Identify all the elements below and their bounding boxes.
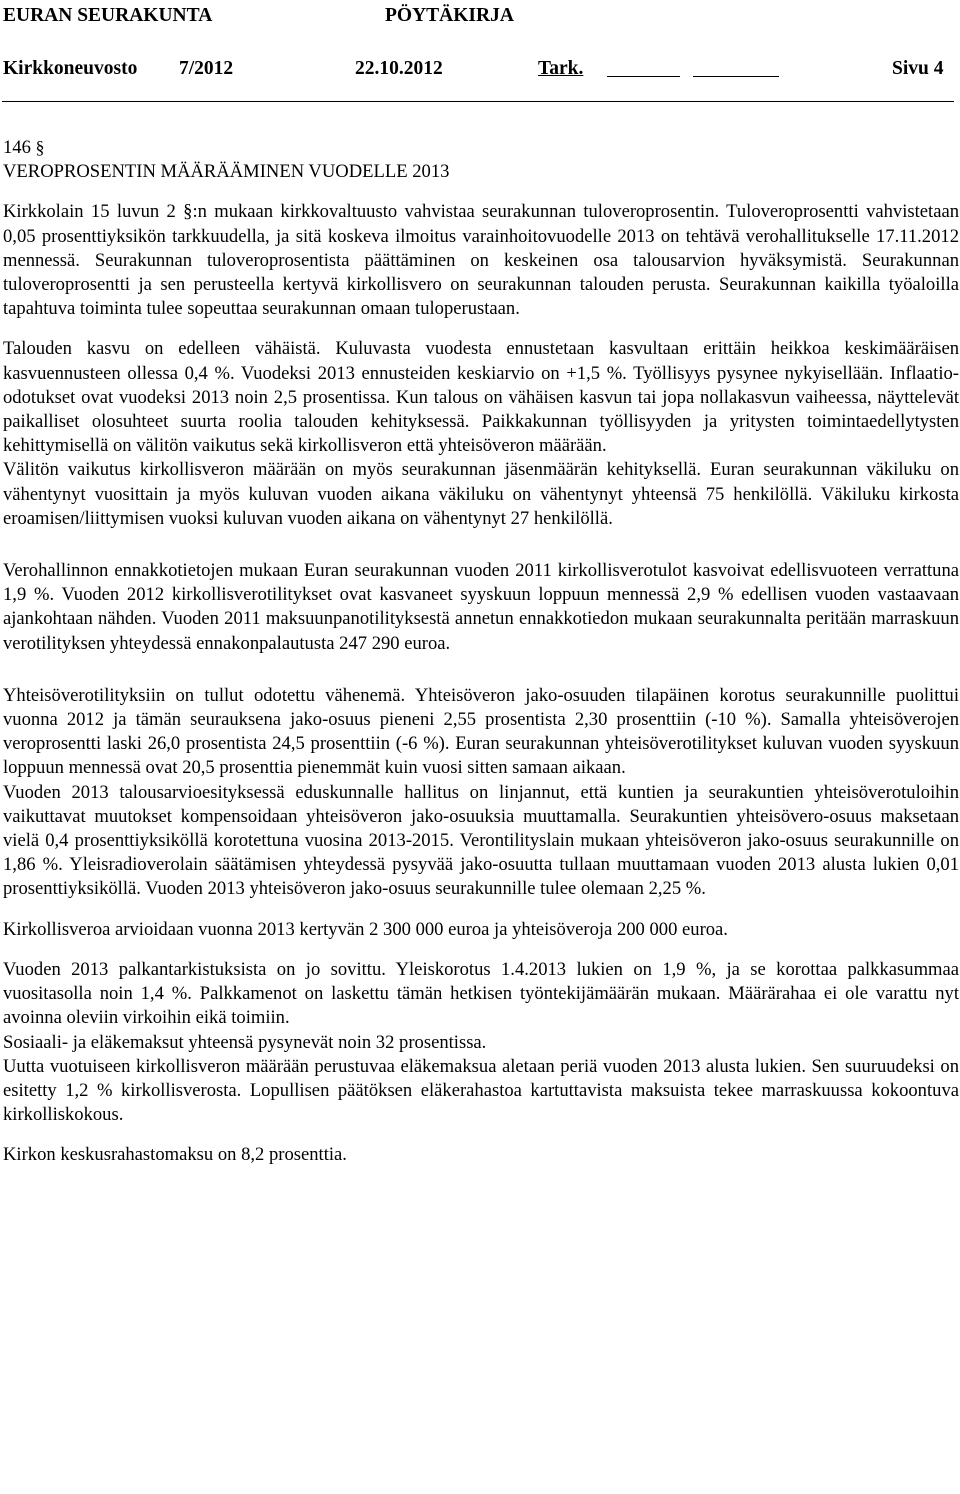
paragraph-legal-basis: Kirkkolain 15 luvun 2 §:n mukaan kirkkovaltuusto vahvistaa seurakunnan tuloveroprosentin. Tuloveroprosentti vahvistetaan 0,05 prosenttiyksikön tarkkuudella, ja sitä koskeva ilmoitus varainhoitovuodelle 2013 on tehtävä verohallitukselle 17.11.2012 mennessä. Seurakunnan tuloveroprosentista päättäminen on keskeinen osa talousarvion hyväksymistä. Seurakunnan tuloveroprosentti ja sen perusteella kertyvä kirkollisvero on seurakunnan talouden perusta. Seurakunnan kaikilla työaloilla tapahtuva toiminta tulee sopeuttaa seurakunnan omaan tuloperustaan. (3, 201, 959, 320)
checker-signature-line-1 (607, 76, 680, 77)
doc-type: PÖYTÄKIRJA (385, 5, 514, 26)
meeting-body: Kirkkoneuvosto (3, 58, 138, 79)
paragraph-social-fees: Sosiaali- ja eläkemaksut yhteensä pysynevät noin 32 prosentissa. (3, 1031, 487, 1053)
section-number: 146 (3, 137, 31, 158)
meeting-date: 22.10.2012 (355, 58, 443, 79)
paragraph-tax-accruals: Verohallinnon ennakkotietojen mukaan Euran seurakunnan vuoden 2011 kirkollisverotulot kasvoivat edellisvuoteen verrattuna 1,9 %. Vuoden 2012 kirkollisverotilitykset ovat kasvaneet syyskuun loppuun mennessä 2,9 % edellisen vuoden vastaavaan ajankohtaan nähden. Vuoden 2011 maksuunpanotilityksestä annetun ennakkotiedon mukaan seurakunnalta peritään marraskuun verotilityksen yhteydessä ennakonpalautusta 247 290 euroa. (3, 560, 959, 654)
checker-signature-line-2 (693, 76, 779, 77)
paragraph-corporate-tax: Yhteisöverotilityksiin on tullut odotettu vähenemä. Yhteisöveron jako-osuuden tilapäinen korotus seurakunnille puolittui vuonna 2012 ja tämän seurauksena jako-osuus pieneni 2,55 prosentista 2,30 prosenttiin (-10 %). Samalla yhteisöverojen veroprosentti laski 26,0 prosentista 24,5 prosenttiin (-6 %). Euran seurakunnan yhteisöverotilitykset kuluvan vuoden syyskuun loppuun mennessä ovat 20,5 prosenttia pienemmät kuin vuosi sitten samaan aikaan. (3, 684, 959, 779)
paragraph-pension-fee: Uutta vuotuiseen kirkollisveron määrään perustuvaa eläkemaksua aletaan periä vuoden 2013 alusta lukien. Sen suuruudeksi on esitetty 1,2 % kirkollisverosta. Lopullisen päätöksen eläkerahastoa kartuttavista maksuista tekee marraskuussa kokoontuva kirkolliskokous. (3, 1055, 959, 1126)
section-number-line (3, 135, 959, 160)
paragraph-economy: Talouden kasvu on edelleen vähäistä. Kuluvasta vuodesta ennustetaan kasvultaan erittäin heikkoa keskimääräisen kasvuennusteen ollessa 0,4 %. Vuodeksi 2013 ennusteiden keskiarvio on +1,5 %. Työllisyys pysynee nykyisellään. Inflaatio-odotukset ovat vuodeksi 2013 noin 2,5 prosentissa. Kun talous on vähäisen kasvun tai jopa nollakasvun vaiheessa, näyttelevät paikalliset olosuhteet suurta roolia talouden kehityksessä. Paikkakunnan työllisyyden ja yritysten toimintaedellytysten kehittymisellä on välitön vaikutus sekä kirkollisveron että yhteisöveron määrään. (3, 338, 959, 457)
org-name: EURAN SEURAKUNTA (3, 5, 213, 26)
paragraph-budget-proposal: Vuoden 2013 talousarvioesityksessä eduskunnalle hallitus on linjannut, että kuntien ja seurakuntien yhteisöverotuloihin vaikuttavat muutokset kompensoidaan yhteisöveron jako-osuuksia muuttamalla. Seurakuntien yhteisövero-osuus maksetaan vielä 0,4 prosenttiyksiköllä korotettuna vuosina 2013-2015. Verontilityslain mukaan yhteisöveron jako-osuus seurakunnille on 1,86 %. Yleisradioverolain säätämisen yhteydessä pysyvää jako-osuutta tullaan muuttamaan vuoden 2013 alusta lukien 0,01 prosenttiyksiköllä. Vuoden 2013 yhteisöveron jako-osuus seurakunnille tulee olemaan 2,25 %. (3, 781, 959, 900)
paragraph-salaries: Vuoden 2013 palkantarkistuksista on jo sovittu. Yleiskorotus 1.4.2013 lukien on 1,9 %, ja se korottaa palkkasummaa vuositasolla noin 1,4 %. Palkkamenot on laskettu tämän hetkisen työntekijämäärän mukaan. Määrärahaa ei ole varattu nyt avoinna oleviin virkoihin eikä toimiin. (3, 958, 959, 1029)
checked-label: Tark. (538, 58, 584, 79)
meeting-number: 7/2012 (179, 58, 234, 79)
page-number: Sivu 4 (892, 58, 944, 79)
paragraph-membership: Välitön vaikutus kirkollisveron määrään on myös seurakunnan jäsenmäärän kehityksellä. Euran seurakunnan väkiluku on vähentynyt vuosittain ja myös kuluvan vuoden aikana väkiluku on vähentynyt yhteensä 75 henkilöllä. Väkiluku kirkosta eroamisen/liittymisen vuoksi kuluvan vuoden aikana on vähentynyt 27 henkilöllä. (3, 459, 959, 529)
paragraph-central-fund-fee: Kirkon keskusrahastomaksu on 8,2 prosenttia. (3, 1144, 347, 1166)
paragraph-tax-estimate: Kirkollisveroa arvioidaan vuonna 2013 kertyvän 2 300 000 euroa ja yhteisöveroja 200 000 euroa. (3, 918, 728, 940)
document-body (3, 135, 959, 1168)
section-title: VEROPROSENTIN MÄÄRÄÄMINEN VUODELLE 2013 (3, 161, 450, 183)
section-symbol: § (35, 137, 45, 157)
header-rule (2, 101, 954, 102)
